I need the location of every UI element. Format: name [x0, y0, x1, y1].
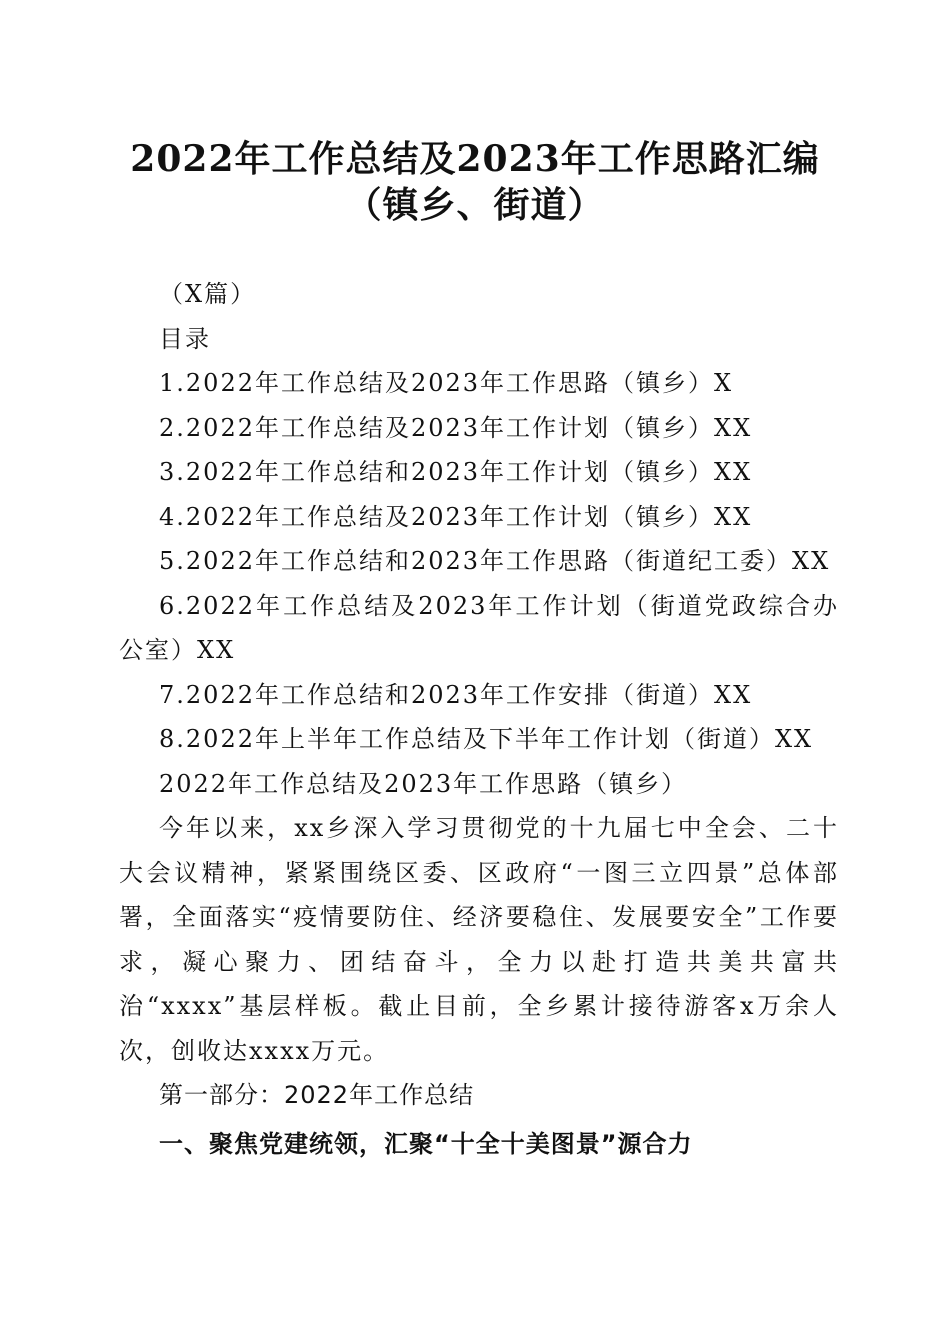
document-body [119, 272, 839, 1170]
toc-heading: 目录 [159, 324, 211, 353]
intro-paragraph: 今年以来，xx乡深入学习贯彻党的十九届七中全会、二十大会议精神，紧紧围绕区委、区政府“一图三立四景”总体部署，全面落实“疫情要防住、经济要稳住、发展要安全”工作要求，凝心聚力、团结奋斗，全力以赴打造共美共富共治“xxxx”基层样板。截止目前，全乡累计接待游客x万余人次，创收达xxxx万元。 [119, 814, 839, 1065]
toc-item: 6.2022年工作总结及2023年工作计划（街道党政综合办公室）XX [119, 591, 839, 664]
toc-item: 7.2022年工作总结和2023年工作安排（街道）XX [159, 680, 753, 709]
toc-item: 3.2022年工作总结和2023年工作计划（镇乡）XX [159, 458, 753, 486]
toc-item: 8.2022年上半年工作总结及下半年工作计划（街道）XX [159, 725, 814, 753]
toc-item: 1.2022年工作总结及2023年工作思路（镇乡）X [159, 369, 734, 397]
section-heading: 一、聚焦党建统领，汇聚“十全十美图景”源合力 [159, 1129, 693, 1158]
document-title: 2022年工作总结及2023年工作思路汇编（镇乡、街道） [130, 138, 820, 226]
part-heading: 第一部分：2022年工作总结 [159, 1081, 475, 1109]
article-title: 2022年工作总结及2023年工作思路（镇乡） [159, 769, 688, 798]
toc-item: 5.2022年工作总结和2023年工作思路（街道纪工委）XX [159, 547, 831, 575]
toc-item: 4.2022年工作总结及2023年工作计划（镇乡）XX [159, 502, 753, 531]
count-note: （X篇） [159, 280, 257, 308]
toc-item: 2.2022年工作总结及2023年工作计划（镇乡）XX [159, 413, 753, 442]
